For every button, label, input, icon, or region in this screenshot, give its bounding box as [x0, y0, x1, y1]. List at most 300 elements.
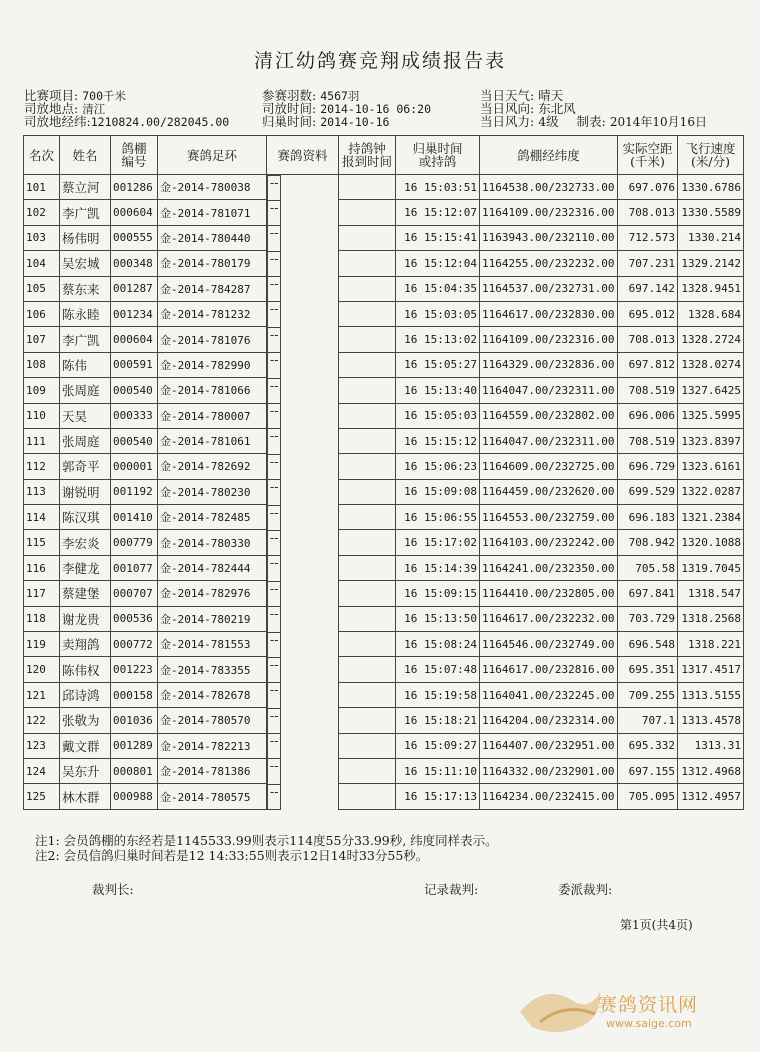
- cell-loft: 000604: [111, 200, 158, 225]
- cell-rank: 123: [24, 733, 60, 758]
- cell-time: 16 15:05:03: [396, 403, 480, 428]
- cell-time: 16 15:18:21: [396, 708, 480, 733]
- cell-rank: 115: [24, 530, 60, 555]
- cell-ring: 金-2014-781553: [158, 632, 267, 657]
- chief-judge-label: 裁判长:: [92, 882, 134, 897]
- cell-name: 戴文群: [60, 733, 111, 758]
- cell-coord: 1164538.00/232733.00: [480, 175, 618, 200]
- cell-speed: 1318.221: [678, 632, 744, 657]
- cell-time: 16 15:17:13: [396, 784, 480, 809]
- cell-ring: 金-2014-782692: [158, 454, 267, 479]
- cell-speed: 1313.4578: [678, 708, 744, 733]
- cell-name: 卖翔鸽: [60, 632, 111, 657]
- cell-time: 16 15:13:50: [396, 606, 480, 631]
- cell-info: --: [267, 352, 281, 378]
- table-row: [24, 200, 744, 225]
- cell-info: --: [267, 581, 281, 607]
- cell-dist: 696.183: [618, 505, 678, 530]
- cell-name: 李健龙: [60, 555, 111, 580]
- cell-speed: 1320.1088: [678, 530, 744, 555]
- cell-speed: 1313.5155: [678, 682, 744, 707]
- table-row: [24, 784, 744, 809]
- cell-dist: 712.573: [618, 225, 678, 250]
- column-header: 姓名: [60, 136, 111, 175]
- cell-dist: 697.076: [618, 175, 678, 200]
- cell-coord: 1164537.00/232731.00: [480, 276, 618, 301]
- cell-report: [339, 403, 396, 428]
- cell-rank: 103: [24, 225, 60, 250]
- cell-report: [339, 784, 396, 809]
- cell-coord: 1164617.00/232232.00: [480, 606, 618, 631]
- cell-time: 16 15:13:02: [396, 327, 480, 352]
- table-row: [24, 606, 744, 631]
- cell-coord: 1164546.00/232749.00: [480, 632, 618, 657]
- table-row: [24, 251, 744, 276]
- cell-time: 16 15:13:40: [396, 378, 480, 403]
- cell-ring: 金-2014-781076: [158, 327, 267, 352]
- cell-info: --: [267, 301, 281, 327]
- cell-loft: 000555: [111, 225, 158, 250]
- cell-coord: 1164204.00/232314.00: [480, 708, 618, 733]
- cell-coord: 1164617.00/232816.00: [480, 657, 618, 682]
- cell-dist: 707.231: [618, 251, 678, 276]
- cell-ring: 金-2014-784287: [158, 276, 267, 301]
- cell-report: [339, 530, 396, 555]
- cell-rank: 107: [24, 327, 60, 352]
- cell-info: --: [267, 606, 281, 632]
- table-row: [24, 555, 744, 580]
- return-time-label: 归巢时间:: [262, 114, 317, 129]
- column-header: 鸽棚 编号: [111, 136, 158, 175]
- column-header: 归巢时间 或持鸽: [396, 136, 480, 175]
- cell-info: --: [267, 251, 281, 277]
- cell-info: --: [267, 505, 281, 531]
- cell-coord: 1164410.00/232805.00: [480, 581, 618, 606]
- cell-time: 16 15:15:41: [396, 225, 480, 250]
- cell-coord: 1163943.00/232110.00: [480, 225, 618, 250]
- cell-dist: 697.812: [618, 352, 678, 377]
- cell-ring: 金-2014-780330: [158, 530, 267, 555]
- wind-dir-value: 东北风: [538, 101, 576, 116]
- table-row: [24, 327, 744, 352]
- column-header: 名次: [24, 136, 60, 175]
- cell-dist: 708.013: [618, 200, 678, 225]
- release-place-value: 清江: [82, 102, 106, 116]
- cell-info: --: [267, 657, 281, 683]
- cell-report: [339, 758, 396, 783]
- cell-info: --: [267, 175, 281, 201]
- results-table: [23, 135, 744, 810]
- cell-info: --: [267, 454, 281, 480]
- release-coord-label: 司放地经纬:: [24, 114, 91, 129]
- cell-rank: 112: [24, 454, 60, 479]
- cell-loft: 000801: [111, 758, 158, 783]
- release-time-label: 司放时间:: [262, 101, 317, 116]
- cell-info: --: [267, 200, 281, 226]
- cell-coord: 1164241.00/232350.00: [480, 555, 618, 580]
- cell-rank: 110: [24, 403, 60, 428]
- cell-report: [339, 657, 396, 682]
- cell-name: 陈永睦: [60, 301, 111, 326]
- cell-ring: 金-2014-781061: [158, 428, 267, 453]
- cell-ring: 金-2014-780038: [158, 175, 267, 200]
- cell-loft: 001289: [111, 733, 158, 758]
- cell-name: 蔡立河: [60, 175, 111, 200]
- weather-value: 晴天: [538, 88, 564, 103]
- cell-ring: 金-2014-782990: [158, 352, 267, 377]
- cell-time: 16 15:09:08: [396, 479, 480, 504]
- cell-ring: 金-2014-782213: [158, 733, 267, 758]
- table-row: [24, 505, 744, 530]
- cell-time: 16 15:15:12: [396, 428, 480, 453]
- column-header: 赛鸽足环: [158, 136, 267, 175]
- cell-rank: 108: [24, 352, 60, 377]
- cell-info: --: [267, 784, 281, 810]
- cell-name: 陈伟: [60, 352, 111, 377]
- cell-loft: 001077: [111, 555, 158, 580]
- cell-report: [339, 327, 396, 352]
- page-title: 清江幼鸽赛竞翔成绩报告表: [253, 50, 506, 72]
- cell-time: 16 15:03:05: [396, 301, 480, 326]
- cell-time: 16 15:08:24: [396, 632, 480, 657]
- cell-speed: 1318.547: [678, 581, 744, 606]
- cell-loft: 000604: [111, 327, 158, 352]
- cell-rank: 120: [24, 657, 60, 682]
- cell-loft: 000333: [111, 403, 158, 428]
- cell-report: [339, 581, 396, 606]
- cell-speed: 1330.214: [678, 225, 744, 250]
- cell-time: 16 15:11:10: [396, 758, 480, 783]
- notes: [35, 833, 498, 863]
- cell-time: 16 15:04:35: [396, 276, 480, 301]
- table-row: [24, 454, 744, 479]
- cell-coord: 1164109.00/232316.00: [480, 327, 618, 352]
- table-row: [24, 682, 744, 707]
- cell-dist: 695.012: [618, 301, 678, 326]
- cell-time: 16 15:07:48: [396, 657, 480, 682]
- table-row: [24, 657, 744, 682]
- cell-rank: 124: [24, 758, 60, 783]
- cell-loft: 000536: [111, 606, 158, 631]
- cell-name: 谢龙贵: [60, 606, 111, 631]
- cell-info: --: [267, 758, 281, 784]
- cell-ring: 金-2014-780570: [158, 708, 267, 733]
- cell-coord: 1164041.00/232245.00: [480, 682, 618, 707]
- cell-report: [339, 555, 396, 580]
- cell-dist: 697.841: [618, 581, 678, 606]
- cell-coord: 1164617.00/232830.00: [480, 301, 618, 326]
- cell-ring: 金-2014-780007: [158, 403, 267, 428]
- cell-dist: 697.155: [618, 758, 678, 783]
- cell-rank: 122: [24, 708, 60, 733]
- cell-dist: 705.58: [618, 555, 678, 580]
- cell-report: [339, 225, 396, 250]
- cell-loft: 000348: [111, 251, 158, 276]
- cell-speed: 1323.8397: [678, 428, 744, 453]
- cell-ring: 金-2014-780440: [158, 225, 267, 250]
- cell-speed: 1322.0287: [678, 479, 744, 504]
- cell-name: 陈伟权: [60, 657, 111, 682]
- cell-dist: 695.332: [618, 733, 678, 758]
- cell-info: --: [267, 530, 281, 556]
- cell-speed: 1328.9451: [678, 276, 744, 301]
- cell-dist: 703.729: [618, 606, 678, 631]
- entries-label: 参赛羽数:: [262, 88, 317, 103]
- cell-coord: 1164559.00/232802.00: [480, 403, 618, 428]
- cell-loft: 001410: [111, 505, 158, 530]
- cell-name: 邱诗鸿: [60, 682, 111, 707]
- cell-rank: 102: [24, 200, 60, 225]
- table-row: [24, 428, 744, 453]
- cell-speed: 1329.2142: [678, 251, 744, 276]
- table-row: [24, 758, 744, 783]
- cell-report: [339, 454, 396, 479]
- cell-name: 蔡建堡: [60, 581, 111, 606]
- cell-dist: 695.351: [618, 657, 678, 682]
- cell-speed: 1319.7045: [678, 555, 744, 580]
- table-row: [24, 479, 744, 504]
- cell-ring: 金-2014-783355: [158, 657, 267, 682]
- cell-rank: 104: [24, 251, 60, 276]
- cell-dist: 708.942: [618, 530, 678, 555]
- table-row: [24, 708, 744, 733]
- cell-speed: 1318.2568: [678, 606, 744, 631]
- cell-name: 张周庭: [60, 378, 111, 403]
- cell-report: [339, 505, 396, 530]
- cell-name: 杨伟明: [60, 225, 111, 250]
- cell-info: --: [267, 276, 281, 302]
- cell-dist: 699.529: [618, 479, 678, 504]
- delegate-judge-label: 委派裁判:: [558, 882, 613, 897]
- cell-speed: 1312.4957: [678, 784, 744, 809]
- watermark-text: 赛鸽资讯网: [598, 994, 699, 1016]
- table-row: [24, 530, 744, 555]
- made-value: 2014年10月16日: [609, 115, 707, 129]
- cell-coord: 1164103.00/232242.00: [480, 530, 618, 555]
- cell-rank: 117: [24, 581, 60, 606]
- cell-name: 林木群: [60, 784, 111, 809]
- cell-name: 张敬为: [60, 708, 111, 733]
- cell-info: --: [267, 479, 281, 505]
- cell-rank: 121: [24, 682, 60, 707]
- cell-rank: 111: [24, 428, 60, 453]
- cell-rank: 106: [24, 301, 60, 326]
- cell-info: --: [267, 378, 281, 404]
- cell-rank: 114: [24, 505, 60, 530]
- table-row: [24, 581, 744, 606]
- made-label: 制表:: [576, 114, 606, 129]
- cell-dist: 709.255: [618, 682, 678, 707]
- column-header: 持鸽钟 报到时间: [339, 136, 396, 175]
- cell-speed: 1317.4517: [678, 657, 744, 682]
- cell-ring: 金-2014-780575: [158, 784, 267, 809]
- cell-rank: 109: [24, 378, 60, 403]
- table-header-row: [24, 136, 744, 175]
- cell-speed: 1327.6425: [678, 378, 744, 403]
- cell-speed: 1328.2724: [678, 327, 744, 352]
- release-time-value: 2014-10-16 06:20: [320, 102, 431, 116]
- cell-name: 吴东升: [60, 758, 111, 783]
- column-header: 飞行速度 (米/分): [678, 136, 744, 175]
- cell-dist: 708.013: [618, 327, 678, 352]
- table-row: [24, 378, 744, 403]
- cell-loft: 001234: [111, 301, 158, 326]
- column-header: 鸽棚经纬度: [480, 136, 618, 175]
- cell-speed: 1325.5995: [678, 403, 744, 428]
- event-label: 比赛项目:: [24, 88, 79, 103]
- note-1: 注1: 会员鸽棚的东经若是1145533.99则表示114度55分33.99秒, 纬度同样表示。: [35, 833, 498, 848]
- column-header: 实际空距 (千米): [618, 136, 678, 175]
- cell-loft: 000707: [111, 581, 158, 606]
- wind-dir-label: 当日风向:: [480, 101, 535, 116]
- cell-coord: 1164459.00/232620.00: [480, 479, 618, 504]
- release-coord-value: 1210824.00/282045.00: [90, 115, 230, 129]
- cell-coord: 1164553.00/232759.00: [480, 505, 618, 530]
- cell-report: [339, 200, 396, 225]
- cell-name: 蔡东来: [60, 276, 111, 301]
- cell-ring: 金-2014-781386: [158, 758, 267, 783]
- cell-dist: 696.729: [618, 454, 678, 479]
- cell-rank: 105: [24, 276, 60, 301]
- cell-report: [339, 276, 396, 301]
- cell-speed: 1328.684: [678, 301, 744, 326]
- cell-dist: 707.1: [618, 708, 678, 733]
- cell-info: --: [267, 733, 281, 759]
- cell-coord: 1164407.00/232951.00: [480, 733, 618, 758]
- cell-name: 天昊: [60, 403, 111, 428]
- cell-report: [339, 175, 396, 200]
- cell-name: 李宏炎: [60, 530, 111, 555]
- cell-report: [339, 632, 396, 657]
- note-2: 注2: 会员信鸽归巢时间若是12 14:33:55则表示12日14时33分55秒。: [35, 848, 429, 863]
- cell-loft: 000540: [111, 378, 158, 403]
- cell-loft: 000540: [111, 428, 158, 453]
- cell-loft: 000779: [111, 530, 158, 555]
- cell-report: [339, 708, 396, 733]
- cell-name: 李广凯: [60, 327, 111, 352]
- cell-name: 张周庭: [60, 428, 111, 453]
- info-middle: [262, 89, 431, 128]
- cell-ring: 金-2014-781232: [158, 301, 267, 326]
- cell-report: [339, 479, 396, 504]
- cell-info: --: [267, 327, 281, 353]
- table-row: [24, 733, 744, 758]
- cell-coord: 1164609.00/232725.00: [480, 454, 618, 479]
- cell-ring: 金-2014-780179: [158, 251, 267, 276]
- cell-time: 16 15:03:51: [396, 175, 480, 200]
- cell-time: 16 15:14:39: [396, 555, 480, 580]
- cell-coord: 1164332.00/232901.00: [480, 758, 618, 783]
- cell-report: [339, 682, 396, 707]
- cell-time: 16 15:19:58: [396, 682, 480, 707]
- cell-time: 16 15:17:02: [396, 530, 480, 555]
- cell-dist: 697.142: [618, 276, 678, 301]
- weather-label: 当日天气:: [480, 88, 535, 103]
- table-body: [24, 175, 744, 810]
- cell-ring: 金-2014-781066: [158, 378, 267, 403]
- cell-speed: 1313.31: [678, 733, 744, 758]
- cell-time: 16 15:05:27: [396, 352, 480, 377]
- cell-ring: 金-2014-782976: [158, 581, 267, 606]
- column-header: 赛鸽资料: [267, 136, 339, 175]
- cell-time: 16 15:09:15: [396, 581, 480, 606]
- entries-value: 4567羽: [320, 89, 360, 103]
- cell-loft: 000001: [111, 454, 158, 479]
- cell-coord: 1164047.00/232311.00: [480, 378, 618, 403]
- cell-speed: 1330.5589: [678, 200, 744, 225]
- cell-report: [339, 733, 396, 758]
- cell-time: 16 15:12:04: [396, 251, 480, 276]
- cell-coord: 1164047.00/232311.00: [480, 428, 618, 453]
- cell-rank: 113: [24, 479, 60, 504]
- cell-report: [339, 606, 396, 631]
- table-row: [24, 403, 744, 428]
- table-row: [24, 175, 744, 200]
- cell-name: 陈汉琪: [60, 505, 111, 530]
- cell-ring: 金-2014-782485: [158, 505, 267, 530]
- cell-speed: 1328.0274: [678, 352, 744, 377]
- cell-info: --: [267, 225, 281, 251]
- cell-ring: 金-2014-780230: [158, 479, 267, 504]
- info-left: [24, 89, 229, 128]
- cell-report: [339, 352, 396, 377]
- cell-dist: 708.519: [618, 378, 678, 403]
- release-place-label: 司放地点:: [24, 101, 79, 116]
- cell-speed: 1330.6786: [678, 175, 744, 200]
- cell-dist: 696.006: [618, 403, 678, 428]
- info-right: [480, 89, 707, 128]
- cell-loft: 001287: [111, 276, 158, 301]
- cell-coord: 1164109.00/232316.00: [480, 200, 618, 225]
- cell-name: 郭奇平: [60, 454, 111, 479]
- cell-speed: 1323.6161: [678, 454, 744, 479]
- cell-info: --: [267, 682, 281, 708]
- cell-loft: 000591: [111, 352, 158, 377]
- cell-report: [339, 301, 396, 326]
- cell-time: 16 15:12:07: [396, 200, 480, 225]
- table-row: [24, 225, 744, 250]
- cell-rank: 118: [24, 606, 60, 631]
- cell-info: --: [267, 428, 281, 454]
- table-row: [24, 301, 744, 326]
- cell-report: [339, 378, 396, 403]
- cell-name: 吴宏城: [60, 251, 111, 276]
- wind-force-label: 当日风力:: [480, 114, 535, 129]
- watermark-url: www.saige.com: [606, 1017, 692, 1030]
- cell-time: 16 15:06:55: [396, 505, 480, 530]
- cell-loft: 000988: [111, 784, 158, 809]
- cell-loft: 000158: [111, 682, 158, 707]
- table-row: [24, 352, 744, 377]
- cell-info: --: [267, 403, 281, 429]
- cell-info: --: [267, 632, 281, 658]
- page-number: 第1页(共4页): [620, 918, 693, 932]
- table-row: [24, 276, 744, 301]
- return-time-value: 2014-10-16: [320, 115, 390, 129]
- cell-info: --: [267, 708, 281, 734]
- cell-rank: 101: [24, 175, 60, 200]
- cell-loft: 000772: [111, 632, 158, 657]
- wind-force-value: 4级: [538, 114, 559, 129]
- recorder-judge-label: 记录裁判:: [424, 882, 479, 897]
- cell-info: --: [267, 555, 281, 581]
- cell-report: [339, 251, 396, 276]
- cell-loft: 001286: [111, 175, 158, 200]
- cell-name: 谢锐明: [60, 479, 111, 504]
- cell-dist: 705.095: [618, 784, 678, 809]
- cell-rank: 116: [24, 555, 60, 580]
- cell-name: 李广凯: [60, 200, 111, 225]
